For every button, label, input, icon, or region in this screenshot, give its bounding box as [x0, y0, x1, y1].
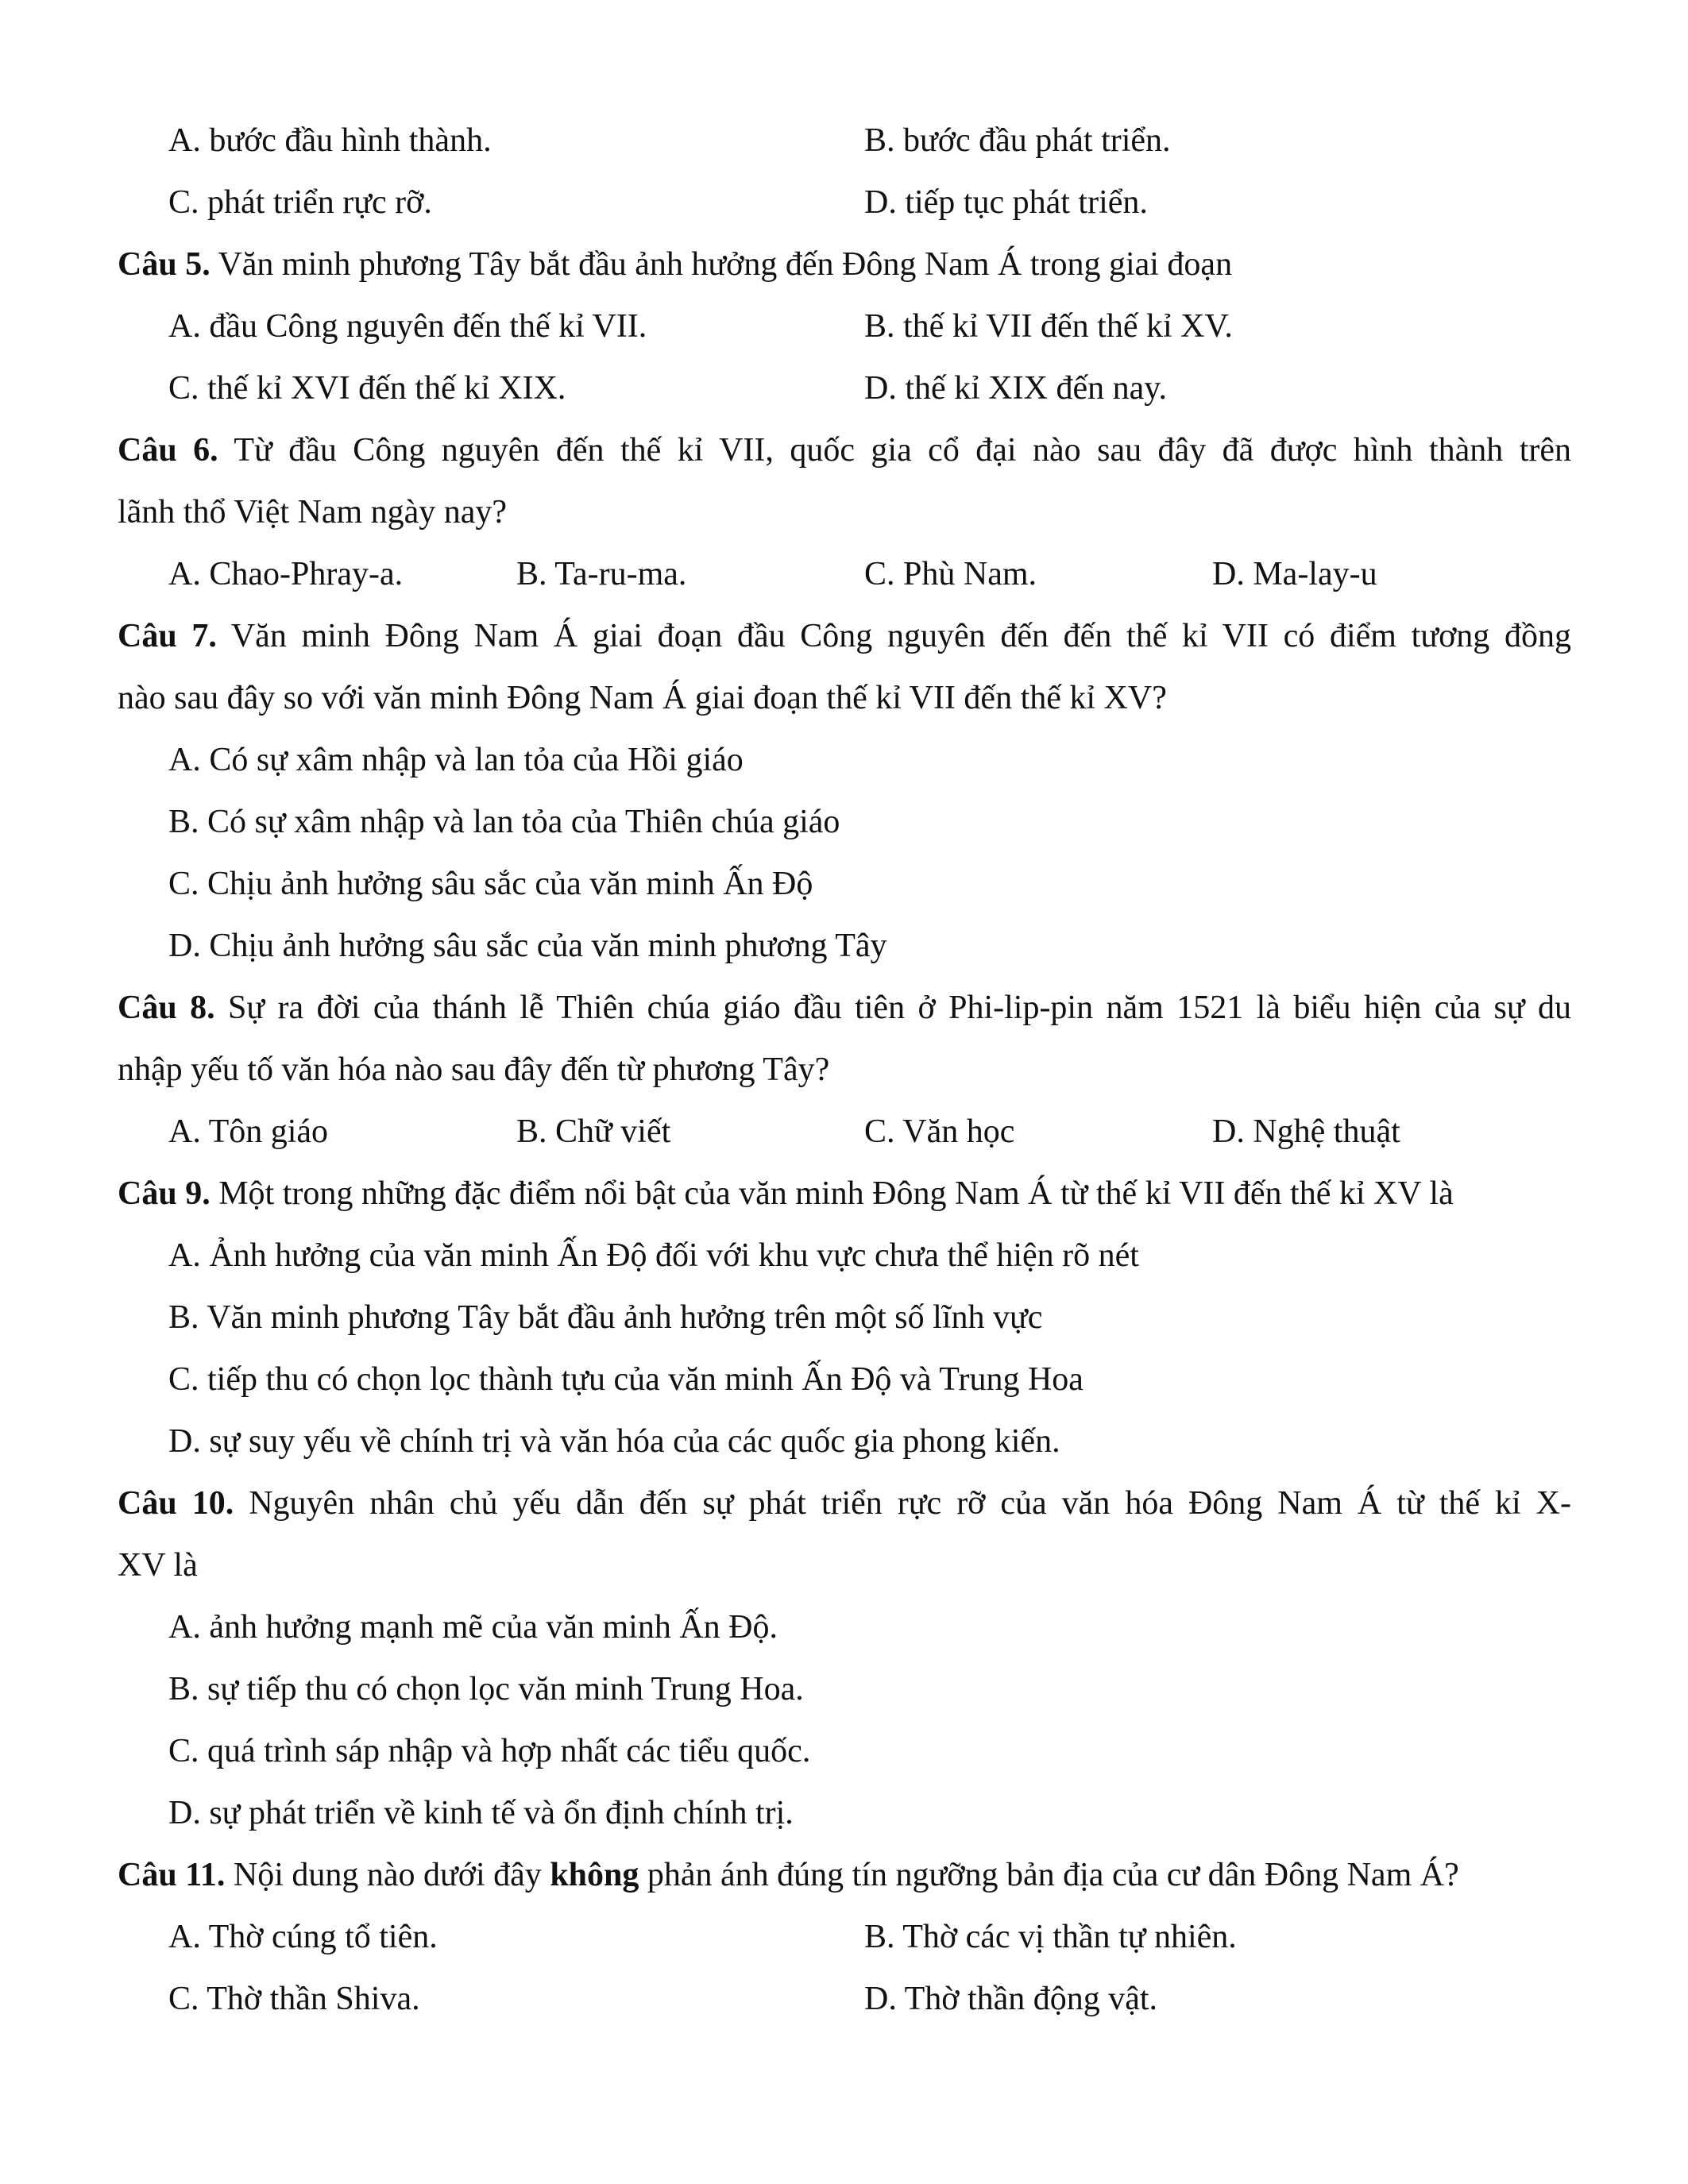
q9-stem-text: Một trong những đặc điểm nổi bật của văn minh Đông Nam Á từ thế kỉ VII đến thế kỉ XV là	[218, 1175, 1454, 1212]
q11-stem-emphasis: không	[550, 1857, 639, 1893]
q10-stem-text-2: XV là	[118, 1547, 198, 1584]
q11-label: Câu 11.	[118, 1857, 226, 1893]
q6-stem-text-2: lãnh thổ Việt Nam ngày nay?	[118, 494, 508, 531]
q5-options-row-2	[118, 357, 1571, 419]
q10-option-a: A. ảnh hưởng mạnh mẽ của văn minh Ấn Độ.	[168, 1609, 778, 1646]
q8-option-a: A. Tôn giáo	[168, 1113, 329, 1150]
q8-option-c: C. Văn học	[864, 1113, 1015, 1150]
q7-stem-line-1	[118, 605, 1571, 667]
q4-option-b: B. bước đầu phát triển.	[864, 122, 1171, 159]
q6-option-a: A. Chao-Phray-a.	[168, 556, 404, 592]
q6-option-c: C. Phù Nam.	[864, 556, 1037, 592]
q10-option-d: D. sự phát triển về kinh tế và ổn định chính trị.	[168, 1795, 794, 1831]
q11-option-d: D. Thờ thần động vật.	[864, 1981, 1158, 2017]
q9-option-b: B. Văn minh phương Tây bắt đầu ảnh hưởng trên một số lĩnh vực	[168, 1299, 1043, 1336]
q8-stem-text-2: nhập yếu tố văn hóa nào sau đây đến từ phương Tây?	[118, 1051, 830, 1088]
q11-option-a: A. Thờ cúng tổ tiên.	[168, 1919, 438, 1955]
q4-option-a: A. bước đầu hình thành.	[168, 122, 492, 159]
q7-stem-text-2: nào sau đây so với văn minh Đông Nam Á giai đoạn thế kỉ VII đến thế kỉ XV?	[118, 680, 1167, 716]
q4-options-row-2	[118, 172, 1571, 233]
q7-label: Câu 7.	[118, 618, 217, 654]
q6-option-b: B. Ta-ru-ma.	[516, 556, 687, 592]
q5-stem	[118, 233, 1571, 295]
q8-option-d: D. Nghệ thuật	[1212, 1113, 1400, 1150]
q8-stem-line-2	[118, 1039, 1571, 1101]
q6-stem-line-1	[118, 419, 1571, 481]
q7-option-d: D. Chịu ảnh hưởng sâu sắc của văn minh phương Tây	[168, 928, 887, 964]
q5-option-d: D. thế kỉ XIX đến nay.	[864, 370, 1168, 407]
q4-option-c: C. phát triển rực rỡ.	[168, 184, 432, 221]
q8-stem-line-1	[118, 977, 1571, 1039]
q10-option-c: C. quá trình sáp nhập và hợp nhất các tiểu quốc.	[168, 1733, 811, 1769]
q8-stem-text-1: Sự ra đời của thánh lễ Thiên chúa giáo đầu tiên ở Phi-lip-pin năm 1521 là biểu hiện của sự du	[228, 990, 1572, 1026]
q10-stem-line-1	[118, 1472, 1571, 1534]
q11-stem-post: phản ánh đúng tín ngưỡng bản địa của cư dân Đông Nam Á?	[647, 1857, 1459, 1893]
q5-option-b: B. thế kỉ VII đến thế kỉ XV.	[864, 308, 1233, 345]
q6-options-row	[118, 543, 1571, 605]
q9-option-c: C. tiếp thu có chọn lọc thành tựu của văn minh Ấn Độ và Trung Hoa	[168, 1361, 1083, 1398]
q11-stem-pre: Nội dung nào dưới đây	[233, 1857, 542, 1893]
q6-option-d: D. Ma-lay-u	[1212, 556, 1377, 592]
q5-option-c: C. thế kỉ XVI đến thế kỉ XIX.	[168, 370, 566, 407]
q6-label: Câu 6.	[118, 432, 218, 469]
q10-stem-text-1: Nguyên nhân chủ yếu dẫn đến sự phát triển rực rỡ của văn hóa Đông Nam Á từ thế kỉ X-	[249, 1485, 1572, 1522]
q5-options-row-1	[118, 295, 1571, 357]
q11-options-row-1	[118, 1906, 1571, 1968]
q7-stem-text-1: Văn minh Đông Nam Á giai đoạn đầu Công nguyên đến đến thế kỉ VII có điểm tương đồng	[230, 618, 1571, 654]
q10-option-b: B. sự tiếp thu có chọn lọc văn minh Trung Hoa.	[168, 1671, 804, 1707]
q4-option-d: D. tiếp tục phát triển.	[864, 184, 1148, 221]
q8-options-row	[118, 1101, 1571, 1163]
q9-option-d: D. sự suy yếu về chính trị và văn hóa của các quốc gia phong kiến.	[168, 1423, 1060, 1460]
q7-option-c: C. Chịu ảnh hưởng sâu sắc của văn minh Ấn Độ	[168, 866, 813, 902]
q7-stem-line-2	[118, 667, 1571, 729]
q4-options-row-1	[118, 110, 1571, 172]
q9-stem	[118, 1163, 1571, 1225]
q10-stem-line-2	[118, 1534, 1571, 1596]
q5-option-a: A. đầu Công nguyên đến thế kỉ VII.	[168, 308, 647, 345]
q7-option-a: A. Có sự xâm nhập và lan tỏa của Hồi giáo	[168, 742, 744, 778]
document-page	[118, 110, 1571, 2030]
q11-stem	[118, 1844, 1571, 1906]
q9-option-a: A. Ảnh hưởng của văn minh Ấn Độ đối với khu vực chưa thể hiện rõ nét	[168, 1237, 1139, 1274]
q11-options-row-2	[118, 1968, 1571, 2030]
q5-stem-text: Văn minh phương Tây bắt đầu ảnh hưởng đến Đông Nam Á trong giai đoạn	[218, 246, 1233, 283]
q10-label: Câu 10.	[118, 1485, 234, 1522]
q9-label: Câu 9.	[118, 1175, 211, 1212]
q11-option-c: C. Thờ thần Shiva.	[168, 1981, 420, 2017]
q7-option-b: B. Có sự xâm nhập và lan tỏa của Thiên chúa giáo	[168, 804, 840, 840]
q8-label: Câu 8.	[118, 990, 215, 1026]
q6-stem-text-1: Từ đầu Công nguyên đến thế kỉ VII, quốc gia cổ đại nào sau đây đã được hình thành trên	[234, 432, 1571, 469]
q11-option-b: B. Thờ các vị thần tự nhiên.	[864, 1919, 1237, 1955]
q6-stem-line-2	[118, 481, 1571, 543]
q8-option-b: B. Chữ viết	[516, 1113, 671, 1150]
q5-label: Câu 5.	[118, 246, 211, 283]
